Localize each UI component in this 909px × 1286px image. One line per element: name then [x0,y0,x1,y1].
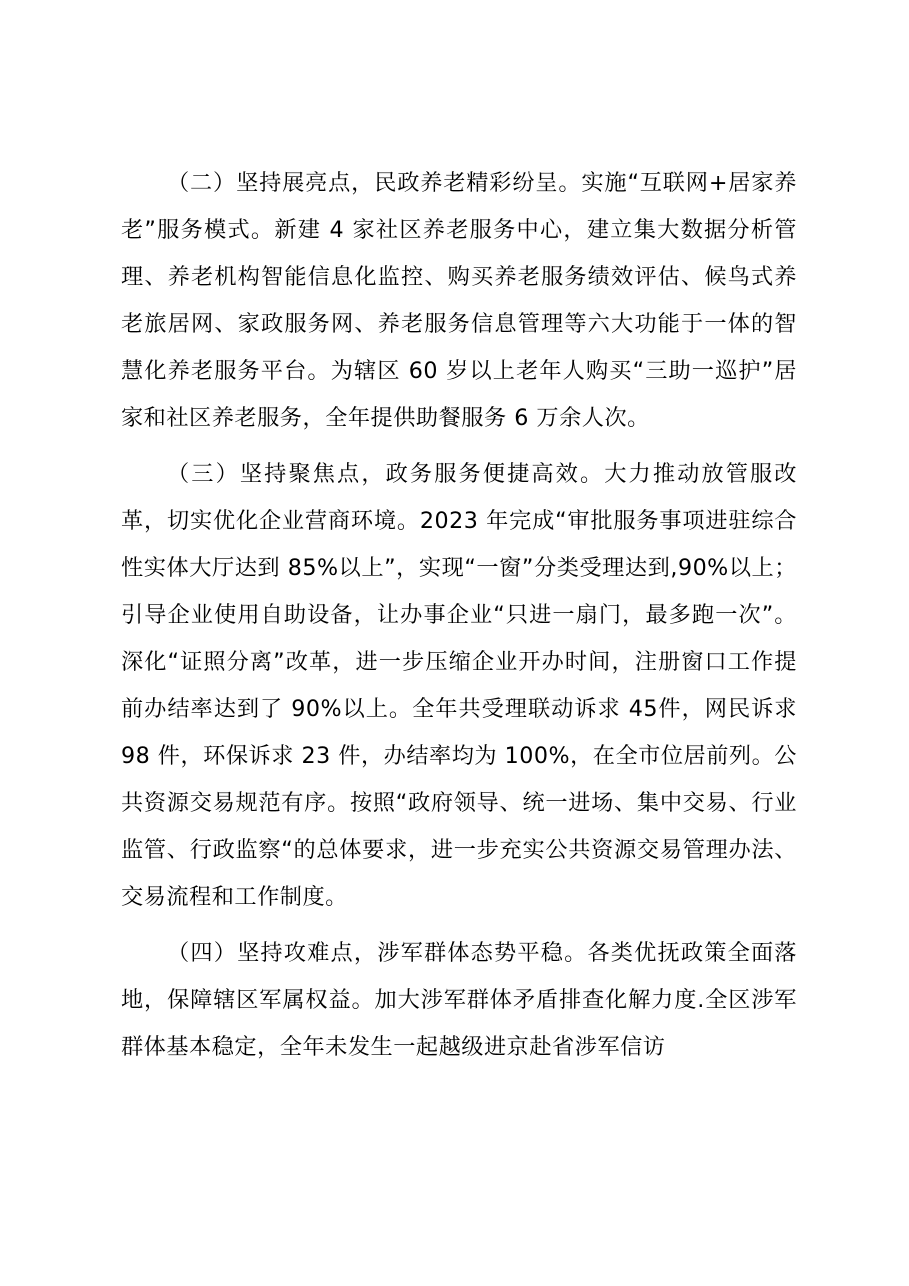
paragraph-government-services: （三）坚持聚焦点，政务服务便捷高效。大力推动放管服改革，切实优化企业营商环境。2023 年完成“审批服务事项进驻综合性实体大厅达到 85%以上”，实现“一窗”分类受理达到,90%以上；引导企业使用自助设备，让办事企业“只进一扇门，最多跑一次”。深化“证照分离”改革，进一步压缩企业开办时间，注册窗口工作提前办结率达到了 90%以上。全年共受理联动诉求 45件，网民诉求 98 件，环保诉求 23 件，办结率均为 100%，在全市位居前列。公共资源交易规范有序。按照“政府领导、统一进场、集中交易、行业监管、行政监察“的总体要求，进一步充实公共资源交易管理办法、交易流程和工作制度。 [121,461,797,910]
document-body [121,160,797,1071]
paragraph-veterans-affairs: （四）坚持攻难点，涉军群体态势平稳。各类优抚政策全面落地，保障辖区军属权益。加大涉军群体矛盾排查化解力度.全区涉军群体基本稳定，全年未发生一起越级进京赴省涉军信访 [121,940,797,1060]
paragraph-elderly-care: （二）坚持展亮点，民政养老精彩纷呈。实施“互联网+居家养老”服务模式。新建 4 家社区养老服务中心，建立集大数据分析管理、养老机构智能信息化监控、购买养老服务绩效评估、候鸟式养老旅居网、家政服务网、养老服务信息管理等六大功能于一体的智慧化养老服务平台。为辖区 60 岁以上老年人购买“三助一巡护”居家和社区养老服务，全年提供助餐服务 6 万余人次。 [121,170,797,431]
